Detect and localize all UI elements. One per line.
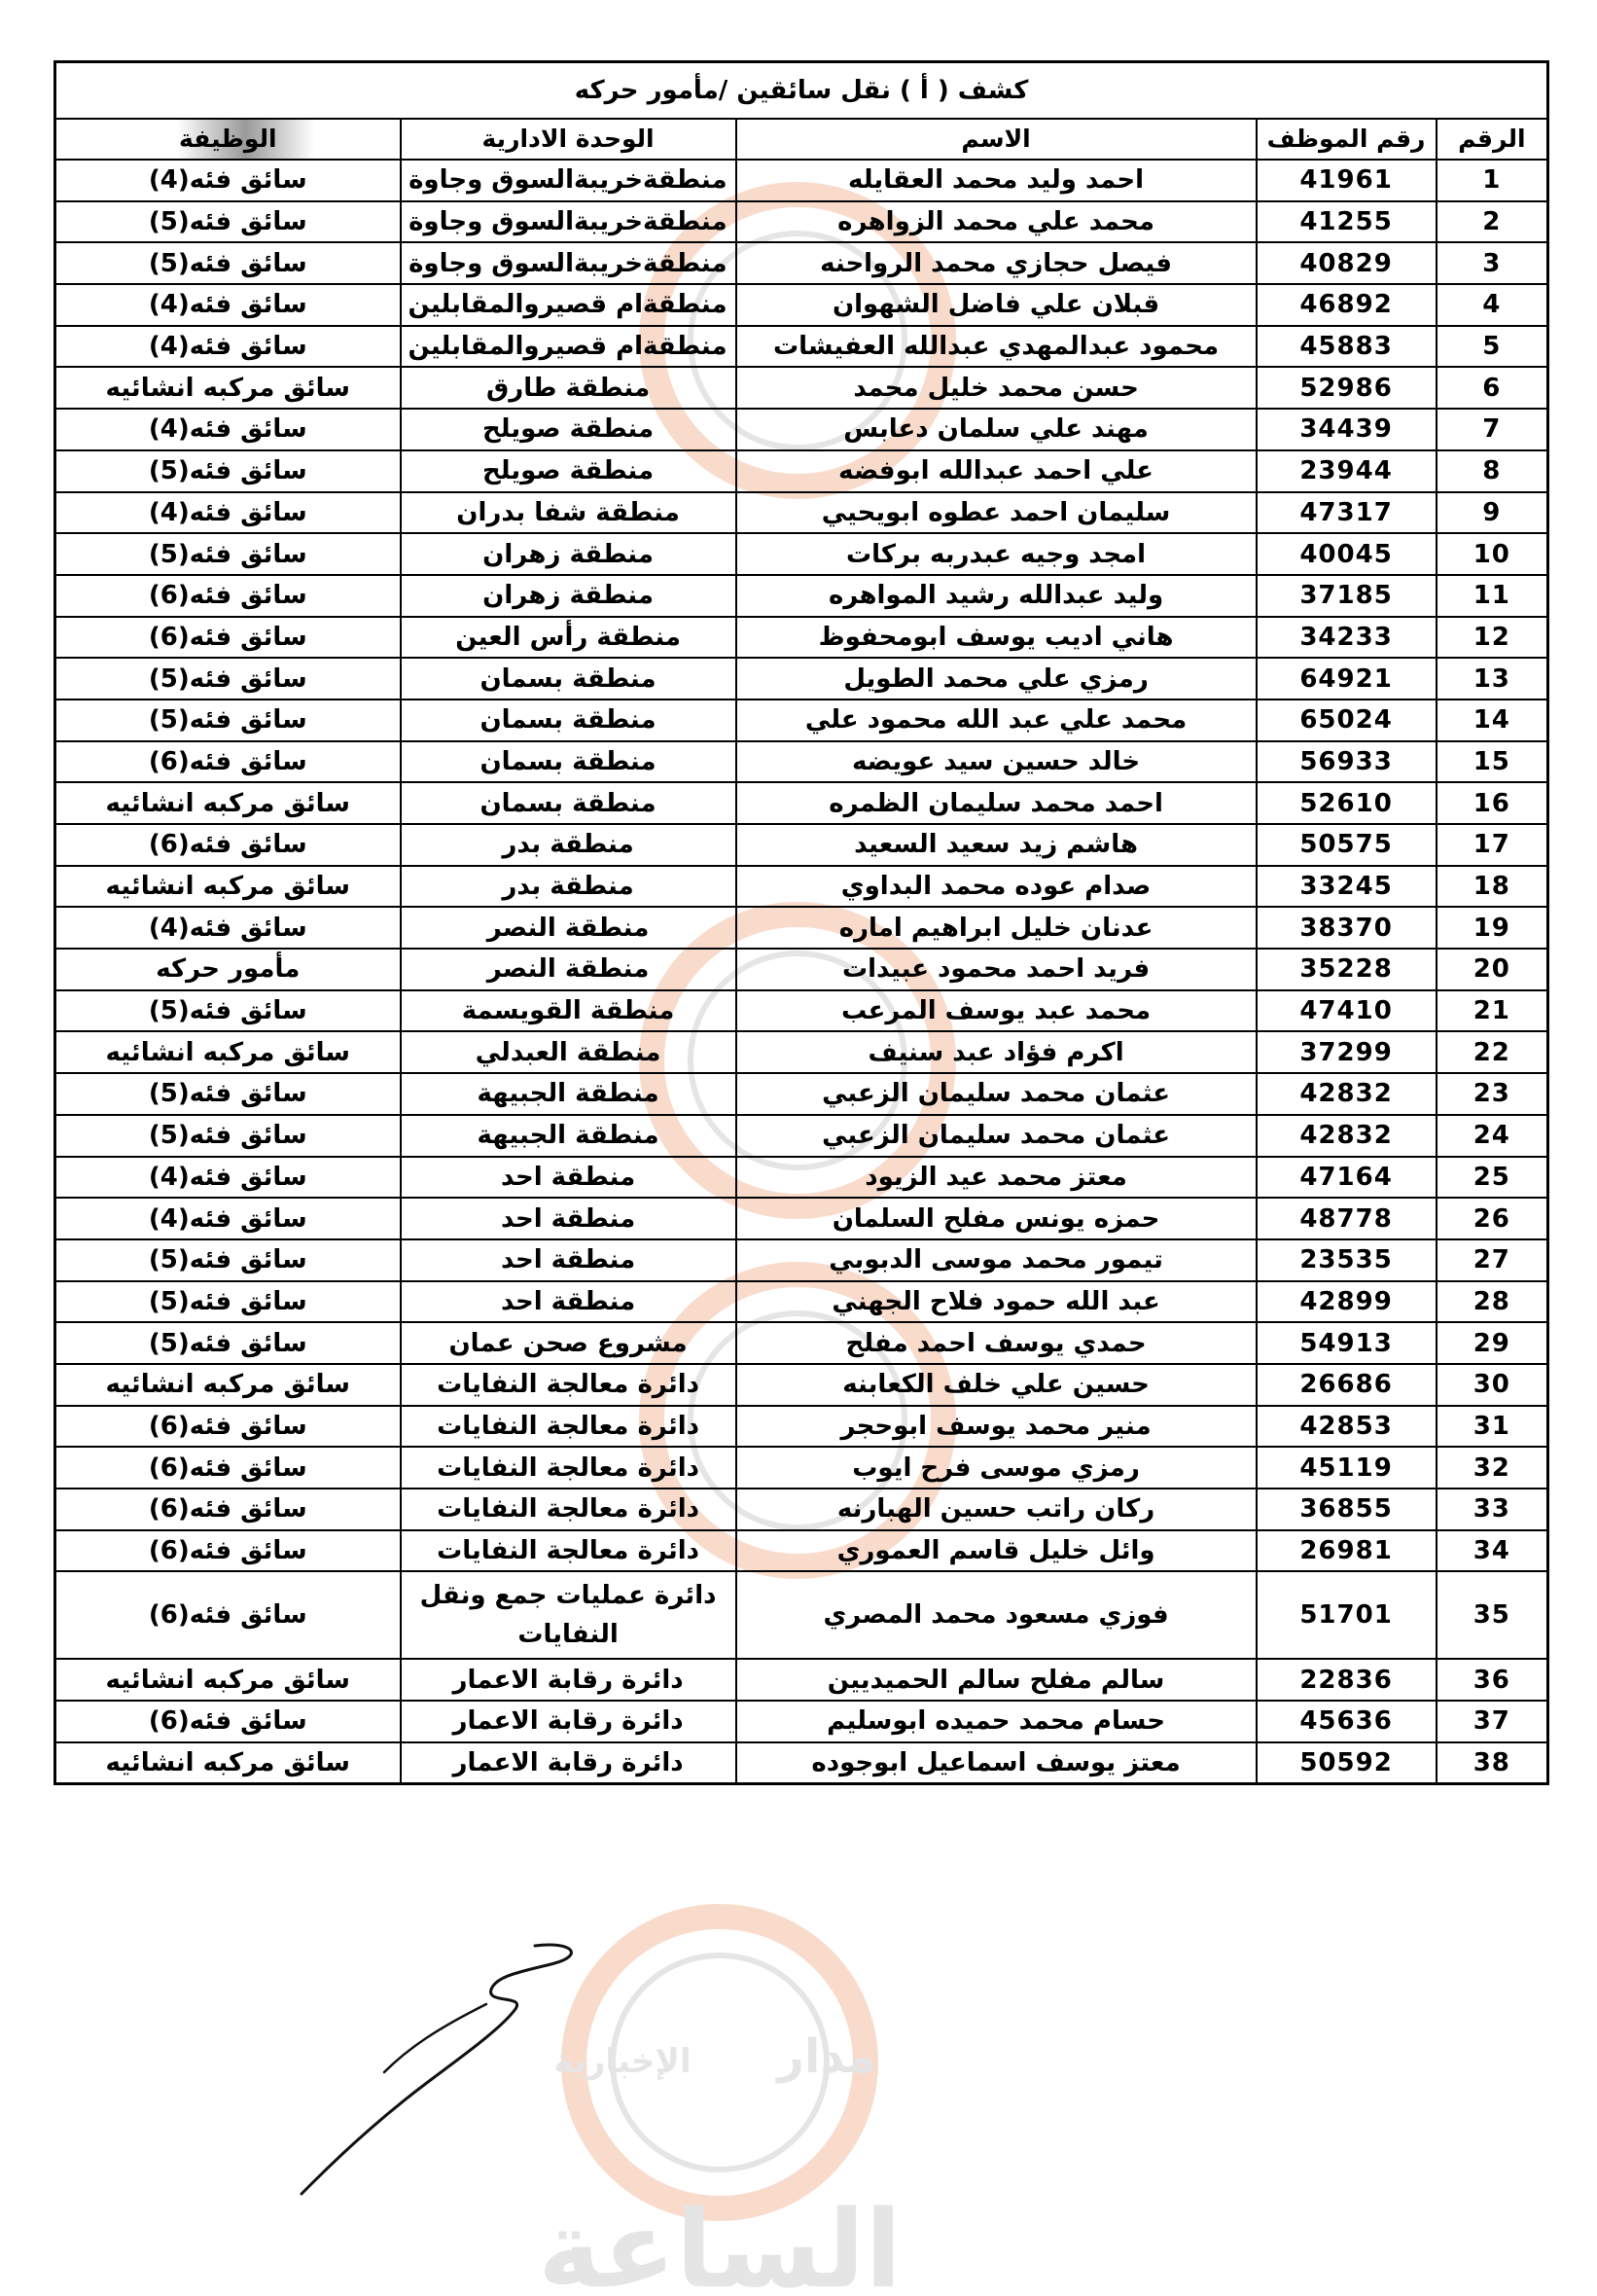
signature <box>292 1936 642 2208</box>
table-row <box>55 1489 1548 1530</box>
employee-name: ركان راتب حسين الهبارنه <box>736 1489 1257 1530</box>
job-title: سائق فئه(6) <box>55 1571 401 1659</box>
employee-id: 52610 <box>1257 782 1437 824</box>
job-title: سائق فئه(6) <box>55 1489 401 1530</box>
employee-name: حمدي يوسف احمد مفلح <box>736 1322 1257 1364</box>
row-number: 23 <box>1437 1073 1548 1115</box>
employee-name: وائل خليل قاسم العموري <box>736 1530 1257 1572</box>
row-number: 18 <box>1437 866 1548 908</box>
table-header-row <box>55 119 1548 160</box>
job-title: سائق مركبه انشائيه <box>55 1031 401 1073</box>
employee-id: 52986 <box>1257 367 1437 409</box>
employee-id: 47317 <box>1257 492 1437 534</box>
employee-name: فريد احمد محمود عبيدات <box>736 949 1257 990</box>
table-row <box>55 1406 1548 1448</box>
employee-name: صدام عوده محمد البداوي <box>736 866 1257 908</box>
job-title: سائق فئه(4) <box>55 326 401 368</box>
employee-id: 51701 <box>1257 1571 1437 1659</box>
row-number: 34 <box>1437 1530 1548 1572</box>
table-row <box>55 782 1548 824</box>
employee-id: 46892 <box>1257 284 1437 326</box>
employee-name: رمزي موسى فرح ايوب <box>736 1447 1257 1489</box>
row-number: 15 <box>1437 741 1548 783</box>
employee-name: اكرم فؤاد عبد سنيف <box>736 1031 1257 1073</box>
employee-id: 40829 <box>1257 242 1437 284</box>
admin-unit: منطقة صويلح <box>401 409 736 450</box>
admin-unit: دائرة معالجة النفايات <box>401 1406 736 1448</box>
table-row <box>55 1659 1548 1701</box>
table-row <box>55 533 1548 575</box>
employee-id: 56933 <box>1257 741 1437 783</box>
row-number: 21 <box>1437 990 1548 1032</box>
svg-text:مدار: مدار <box>777 2029 876 2084</box>
employee-name: عدنان خليل ابراهيم اماره <box>736 907 1257 949</box>
table-row <box>55 284 1548 326</box>
employee-name: علي احمد عبدالله ابوفضه <box>736 450 1257 492</box>
table-row <box>55 1322 1548 1364</box>
row-number: 38 <box>1437 1742 1548 1784</box>
admin-unit: دائرة معالجة النفايات <box>401 1530 736 1572</box>
employee-id: 41961 <box>1257 160 1437 201</box>
employee-id: 34439 <box>1257 409 1437 450</box>
admin-unit: دائرة رقابة الاعمار <box>401 1742 736 1784</box>
table-row <box>55 1031 1548 1073</box>
row-number: 24 <box>1437 1115 1548 1157</box>
table-row <box>55 160 1548 201</box>
employee-id: 37299 <box>1257 1031 1437 1073</box>
job-title: سائق فئه(6) <box>55 617 401 659</box>
document-title: كشف ( أ ) نقل سائقين /مأمور حركه <box>55 62 1548 120</box>
employee-name: هاني اديب يوسف ابومحفوظ <box>736 617 1257 659</box>
table-row <box>55 1073 1548 1115</box>
table-row <box>55 1239 1548 1281</box>
employee-name: احمد محمد سليمان الظمره <box>736 782 1257 824</box>
employee-name: تيمور محمد موسى الدبوبي <box>736 1239 1257 1281</box>
employee-id: 45119 <box>1257 1447 1437 1489</box>
table-row <box>55 824 1548 866</box>
admin-unit: دائرة رقابة الاعمار <box>401 1659 736 1701</box>
employee-name: خالد حسين سيد عويضه <box>736 741 1257 783</box>
employee-name: محمد عبد يوسف المرعب <box>736 990 1257 1032</box>
employee-name: مهند علي سلمان دعابس <box>736 409 1257 450</box>
employee-id: 36855 <box>1257 1489 1437 1530</box>
employee-name: عثمان محمد سليمان الزعبي <box>736 1073 1257 1115</box>
employee-id: 40045 <box>1257 533 1437 575</box>
job-title: سائق فئه(6) <box>55 575 401 617</box>
admin-unit: مشروع صحن عمان <box>401 1322 736 1364</box>
row-number: 13 <box>1437 658 1548 700</box>
employee-name: معتز محمد عيد الزيود <box>736 1157 1257 1199</box>
table-row <box>55 409 1548 450</box>
job-title: سائق مركبه انشائيه <box>55 367 401 409</box>
employee-id: 23944 <box>1257 450 1437 492</box>
employee-id: 41255 <box>1257 201 1437 243</box>
admin-unit: منطقة بسمان <box>401 782 736 824</box>
employee-id: 34233 <box>1257 617 1437 659</box>
row-number: 20 <box>1437 949 1548 990</box>
table-row <box>55 1281 1548 1323</box>
job-title: سائق فئه(5) <box>55 1281 401 1323</box>
admin-unit: منطقة صويلح <box>401 450 736 492</box>
admin-unit: منطقةام قصيروالمقابلين <box>401 326 736 368</box>
admin-unit: منطقة زهران <box>401 533 736 575</box>
job-title: سائق فئه(4) <box>55 1157 401 1199</box>
table-row <box>55 866 1548 908</box>
row-number: 7 <box>1437 409 1548 450</box>
job-title: سائق مركبه انشائيه <box>55 1742 401 1784</box>
admin-unit: منطقة بدر <box>401 866 736 908</box>
admin-unit: منطقة النصر <box>401 949 736 990</box>
admin-unit: منطقة زهران <box>401 575 736 617</box>
employee-name: حمزه يونس مفلح السلمان <box>736 1198 1257 1239</box>
employee-name: فوزي مسعود محمد المصري <box>736 1571 1257 1659</box>
table-row <box>55 575 1548 617</box>
row-number: 6 <box>1437 367 1548 409</box>
admin-unit: منطقةخريبةالسوق وجاوة <box>401 160 736 201</box>
employee-id: 42832 <box>1257 1073 1437 1115</box>
table-row <box>55 617 1548 659</box>
row-number: 36 <box>1437 1659 1548 1701</box>
admin-unit: منطقة الجبيهة <box>401 1073 736 1115</box>
job-title: سائق فئه(5) <box>55 1239 401 1281</box>
employee-id: 23535 <box>1257 1239 1437 1281</box>
table-row <box>55 1115 1548 1157</box>
employee-id: 65024 <box>1257 700 1437 741</box>
row-number: 31 <box>1437 1406 1548 1448</box>
admin-unit: منطقةام قصيروالمقابلين <box>401 284 736 326</box>
row-number: 16 <box>1437 782 1548 824</box>
table-row <box>55 741 1548 783</box>
table-row <box>55 1157 1548 1199</box>
admin-unit: دائرة رقابة الاعمار <box>401 1701 736 1742</box>
job-title: سائق فئه(5) <box>55 700 401 741</box>
employee-name: حسن محمد خليل محمد <box>736 367 1257 409</box>
employee-name: سالم مفلح سالم الحميديين <box>736 1659 1257 1701</box>
table-row <box>55 242 1548 284</box>
employee-id: 50592 <box>1257 1742 1437 1784</box>
employee-id: 35228 <box>1257 949 1437 990</box>
employee-id: 26981 <box>1257 1530 1437 1572</box>
table-row <box>55 492 1548 534</box>
row-number: 5 <box>1437 326 1548 368</box>
job-title: سائق فئه(4) <box>55 492 401 534</box>
job-title: سائق فئه(6) <box>55 1406 401 1448</box>
employee-id: 48778 <box>1257 1198 1437 1239</box>
table-row <box>55 1701 1548 1742</box>
job-title: سائق فئه(5) <box>55 1322 401 1364</box>
table-row <box>55 1447 1548 1489</box>
admin-unit: منطقةخريبةالسوق وجاوة <box>401 201 736 243</box>
employee-id: 45883 <box>1257 326 1437 368</box>
admin-unit: منطقة النصر <box>401 907 736 949</box>
admin-unit: منطقة القويسمة <box>401 990 736 1032</box>
job-title: سائق مركبه انشائيه <box>55 866 401 908</box>
row-number: 30 <box>1437 1364 1548 1406</box>
job-title: سائق فئه(6) <box>55 824 401 866</box>
admin-unit: منطقةخريبةالسوق وجاوة <box>401 242 736 284</box>
row-number: 35 <box>1437 1571 1548 1659</box>
table-row <box>55 658 1548 700</box>
admin-unit: منطقة بسمان <box>401 700 736 741</box>
row-number: 9 <box>1437 492 1548 534</box>
employee-id: 47164 <box>1257 1157 1437 1199</box>
employee-name: سليمان احمد عطوه ابويحيي <box>736 492 1257 534</box>
header-job: الوظيفة <box>55 119 401 160</box>
employee-name: محمود عبدالمهدي عبدالله العفيشات <box>736 326 1257 368</box>
employee-id: 45636 <box>1257 1701 1437 1742</box>
admin-unit: دائرة عمليات جمع ونقل النفايات <box>401 1571 736 1659</box>
job-title: سائق فئه(4) <box>55 284 401 326</box>
employee-name: وليد عبدالله رشيد المواهره <box>736 575 1257 617</box>
admin-unit: منطقة العبدلي <box>401 1031 736 1073</box>
table-row <box>55 1530 1548 1572</box>
row-number: 12 <box>1437 617 1548 659</box>
table-row <box>55 1571 1548 1659</box>
transfer-list-table <box>53 60 1549 1785</box>
employee-name: احمد وليد محمد العقايله <box>736 160 1257 201</box>
table-row <box>55 990 1548 1032</box>
header-number: الرقم <box>1437 119 1548 160</box>
row-number: 11 <box>1437 575 1548 617</box>
admin-unit: دائرة معالجة النفايات <box>401 1447 736 1489</box>
table-row <box>55 1198 1548 1239</box>
row-number: 10 <box>1437 533 1548 575</box>
admin-unit: منطقة احد <box>401 1281 736 1323</box>
row-number: 19 <box>1437 907 1548 949</box>
table-row <box>55 201 1548 243</box>
admin-unit: منطقة بسمان <box>401 741 736 783</box>
employee-id: 42899 <box>1257 1281 1437 1323</box>
table-row <box>55 1364 1548 1406</box>
admin-unit: منطقة رأس العين <box>401 617 736 659</box>
admin-unit: منطقة بدر <box>401 824 736 866</box>
table-row <box>55 907 1548 949</box>
row-number: 1 <box>1437 160 1548 201</box>
job-title: سائق فئه(5) <box>55 1073 401 1115</box>
employee-name: محمد علي محمد الزواهره <box>736 201 1257 243</box>
header-employee-id: رقم الموظف <box>1257 119 1437 160</box>
employee-id: 54913 <box>1257 1322 1437 1364</box>
employee-id: 33245 <box>1257 866 1437 908</box>
row-number: 2 <box>1437 201 1548 243</box>
employee-name: حسين علي خلف الكعابنه <box>736 1364 1257 1406</box>
employee-name: محمد علي عبد الله محمود علي <box>736 700 1257 741</box>
svg-text:الإخبارية: الإخبارية <box>553 2042 692 2081</box>
employee-name: فيصل حجازي محمد الرواحنه <box>736 242 1257 284</box>
svg-text:الساعة: الساعة <box>537 2187 903 2296</box>
job-title: سائق فئه(6) <box>55 741 401 783</box>
job-title: سائق فئه(5) <box>55 990 401 1032</box>
job-title: سائق فئه(6) <box>55 1447 401 1489</box>
job-title: مأمور حركه <box>55 949 401 990</box>
table-body <box>55 160 1548 1784</box>
table-row <box>55 367 1548 409</box>
job-title: سائق مركبه انشائيه <box>55 1659 401 1701</box>
employee-id: 42832 <box>1257 1115 1437 1157</box>
row-number: 3 <box>1437 242 1548 284</box>
row-number: 29 <box>1437 1322 1548 1364</box>
header-name: الاسم <box>736 119 1257 160</box>
table-row <box>55 700 1548 741</box>
employee-name: منير محمد يوسف ابوحجر <box>736 1406 1257 1448</box>
admin-unit: منطقة احد <box>401 1198 736 1239</box>
table-row <box>55 450 1548 492</box>
row-number: 25 <box>1437 1157 1548 1199</box>
row-number: 14 <box>1437 700 1548 741</box>
header-unit: الوحدة الادارية <box>401 119 736 160</box>
employee-name: حسام محمد حميده ابوسليم <box>736 1701 1257 1742</box>
employee-name: رمزي علي محمد الطويل <box>736 658 1257 700</box>
table-row <box>55 326 1548 368</box>
job-title: سائق فئه(4) <box>55 907 401 949</box>
row-number: 8 <box>1437 450 1548 492</box>
row-number: 22 <box>1437 1031 1548 1073</box>
admin-unit: منطقة احد <box>401 1157 736 1199</box>
employee-id: 37185 <box>1257 575 1437 617</box>
row-number: 28 <box>1437 1281 1548 1323</box>
admin-unit: منطقة احد <box>401 1239 736 1281</box>
employee-name: عثمان محمد سليمان الزعبي <box>736 1115 1257 1157</box>
employee-id: 64921 <box>1257 658 1437 700</box>
job-title: سائق فئه(5) <box>55 242 401 284</box>
admin-unit: منطقة شفا بدران <box>401 492 736 534</box>
row-number: 33 <box>1437 1489 1548 1530</box>
employee-name: هاشم زيد سعيد السعيد <box>736 824 1257 866</box>
admin-unit: منطقة الجبيهة <box>401 1115 736 1157</box>
employee-id: 42853 <box>1257 1406 1437 1448</box>
job-title: سائق مركبه انشائيه <box>55 782 401 824</box>
row-number: 26 <box>1437 1198 1548 1239</box>
employee-name: عبد الله حمود فلاح الجهني <box>736 1281 1257 1323</box>
job-title: سائق مركبه انشائيه <box>55 1364 401 1406</box>
row-number: 32 <box>1437 1447 1548 1489</box>
job-title: سائق فئه(6) <box>55 1530 401 1572</box>
employee-name: امجد وجيه عبدربه بركات <box>736 533 1257 575</box>
table-row <box>55 949 1548 990</box>
table-row <box>55 1742 1548 1784</box>
employee-name: معتز يوسف اسماعيل ابوجوده <box>736 1742 1257 1784</box>
employee-id: 38370 <box>1257 907 1437 949</box>
job-title: سائق فئه(5) <box>55 450 401 492</box>
row-number: 27 <box>1437 1239 1548 1281</box>
employee-name: قبلان علي فاضل الشهوان <box>736 284 1257 326</box>
admin-unit: منطقة طارق <box>401 367 736 409</box>
row-number: 37 <box>1437 1701 1548 1742</box>
job-title: سائق فئه(4) <box>55 160 401 201</box>
row-number: 17 <box>1437 824 1548 866</box>
job-title: سائق فئه(4) <box>55 1198 401 1239</box>
job-title: سائق فئه(5) <box>55 1115 401 1157</box>
employee-id: 22836 <box>1257 1659 1437 1701</box>
employee-id: 47410 <box>1257 990 1437 1032</box>
job-title: سائق فئه(4) <box>55 409 401 450</box>
employee-id: 26686 <box>1257 1364 1437 1406</box>
job-title: سائق فئه(6) <box>55 1701 401 1742</box>
job-title: سائق فئه(5) <box>55 201 401 243</box>
job-title: سائق فئه(5) <box>55 533 401 575</box>
admin-unit: دائرة معالجة النفايات <box>401 1364 736 1406</box>
job-title: سائق فئه(5) <box>55 658 401 700</box>
admin-unit: منطقة بسمان <box>401 658 736 700</box>
admin-unit: دائرة معالجة النفايات <box>401 1489 736 1530</box>
employee-id: 50575 <box>1257 824 1437 866</box>
row-number: 4 <box>1437 284 1548 326</box>
